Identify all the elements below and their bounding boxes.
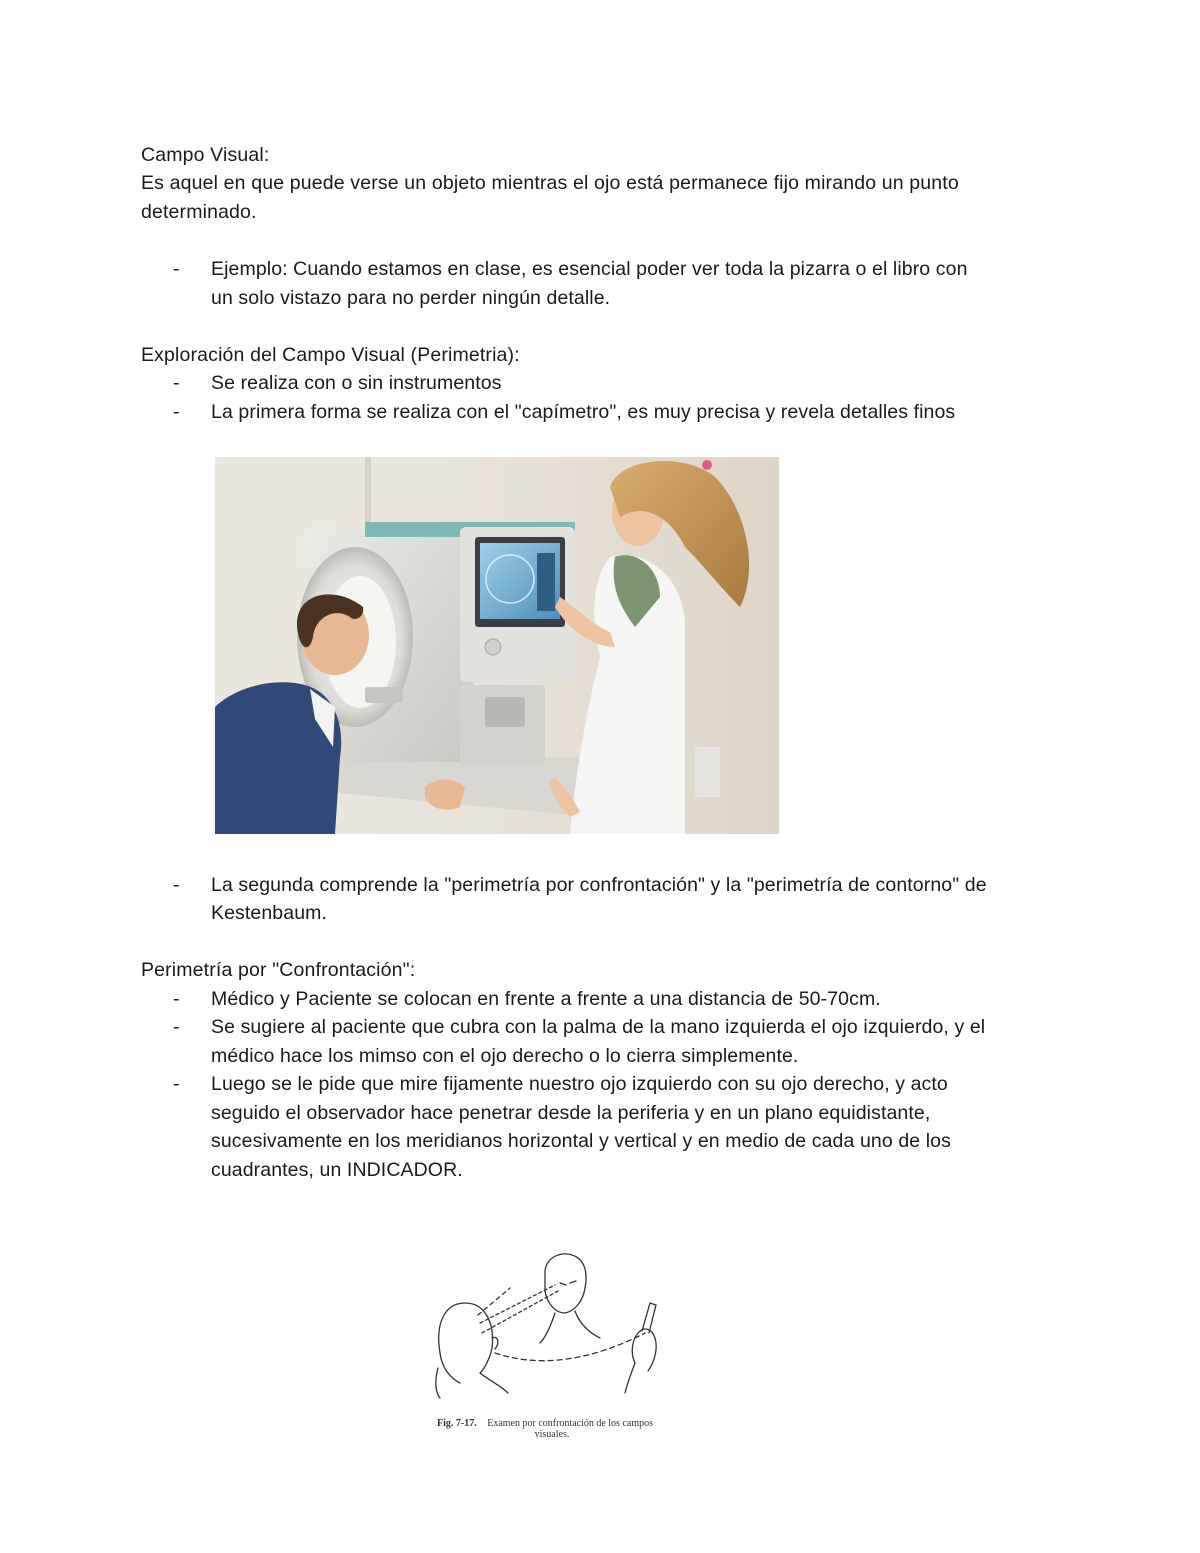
bullet-marker: - xyxy=(173,874,180,896)
heading-exploracion: Exploración del Campo Visual (Perimetria): xyxy=(141,344,520,366)
ejemplo-line-2: un solo vistazo para no perder ningún detalle. xyxy=(211,287,611,309)
bullet-marker: - xyxy=(173,258,180,280)
confrontacion-item-2-line-1: Se sugiere al paciente que cubra con la palma de la mano izquierda el ojo izquierdo, y el xyxy=(211,1016,986,1038)
bullet-marker: - xyxy=(173,1016,180,1038)
heading-campo-visual: Campo Visual: xyxy=(141,144,270,166)
confrontacion-item-3-line-3: sucesivamente en los meridianos horizontal y vertical y en medio de cada uno de los xyxy=(211,1130,951,1152)
definition-line-1: Es aquel en que puede verse un objeto mientras el ojo está permanece fijo mirando un punto xyxy=(141,172,959,194)
figure-caption xyxy=(437,1418,667,1440)
definition-line-2: determinado. xyxy=(141,201,257,223)
segunda-line-2: Kestenbaum. xyxy=(211,902,328,924)
heading-confrontacion: Perimetría por "Confrontación": xyxy=(141,959,416,981)
confrontacion-item-3-line-1: Luego se le pide que mire fijamente nuestro ojo izquierdo con su ojo derecho, y acto xyxy=(211,1073,948,1095)
confrontation-sketch xyxy=(420,1243,680,1403)
exploracion-item-2: La primera forma se realiza con el "capímetro", es muy precisa y revela detalles finos xyxy=(211,401,956,423)
bullet-marker: - xyxy=(173,401,180,423)
confrontacion-item-1: Médico y Paciente se colocan en frente a frente a una distancia de 50-70cm. xyxy=(211,988,881,1010)
segunda-line-1: La segunda comprende la "perimetría por confrontación" y la "perimetría de contorno" de xyxy=(211,874,987,896)
bullet-marker: - xyxy=(173,988,180,1010)
bullet-marker: - xyxy=(173,1073,180,1095)
confrontacion-item-3-line-2: seguido el observador hace penetrar desde la periferia y en un plano equidistante, xyxy=(211,1102,931,1124)
bullet-marker: - xyxy=(173,372,180,394)
figure-caption-text-1: Examen por confrontación de los campos xyxy=(487,1418,653,1429)
ejemplo-line-1: Ejemplo: Cuando estamos en clase, es esencial poder ver toda la pizarra o el libro con xyxy=(211,258,968,280)
figure-caption-label: Fig. 7-17. xyxy=(437,1418,477,1429)
figure-caption-text-2: visuales. xyxy=(534,1429,570,1440)
exploracion-item-1: Se realiza con o sin instrumentos xyxy=(211,372,502,394)
confrontacion-item-2-line-2: médico hace los mimso con el ojo derecho o lo cierra simplemente. xyxy=(211,1045,799,1067)
confrontacion-item-3-line-4: cuadrantes, un INDICADOR. xyxy=(211,1159,463,1181)
campimeter-photo xyxy=(215,457,779,834)
